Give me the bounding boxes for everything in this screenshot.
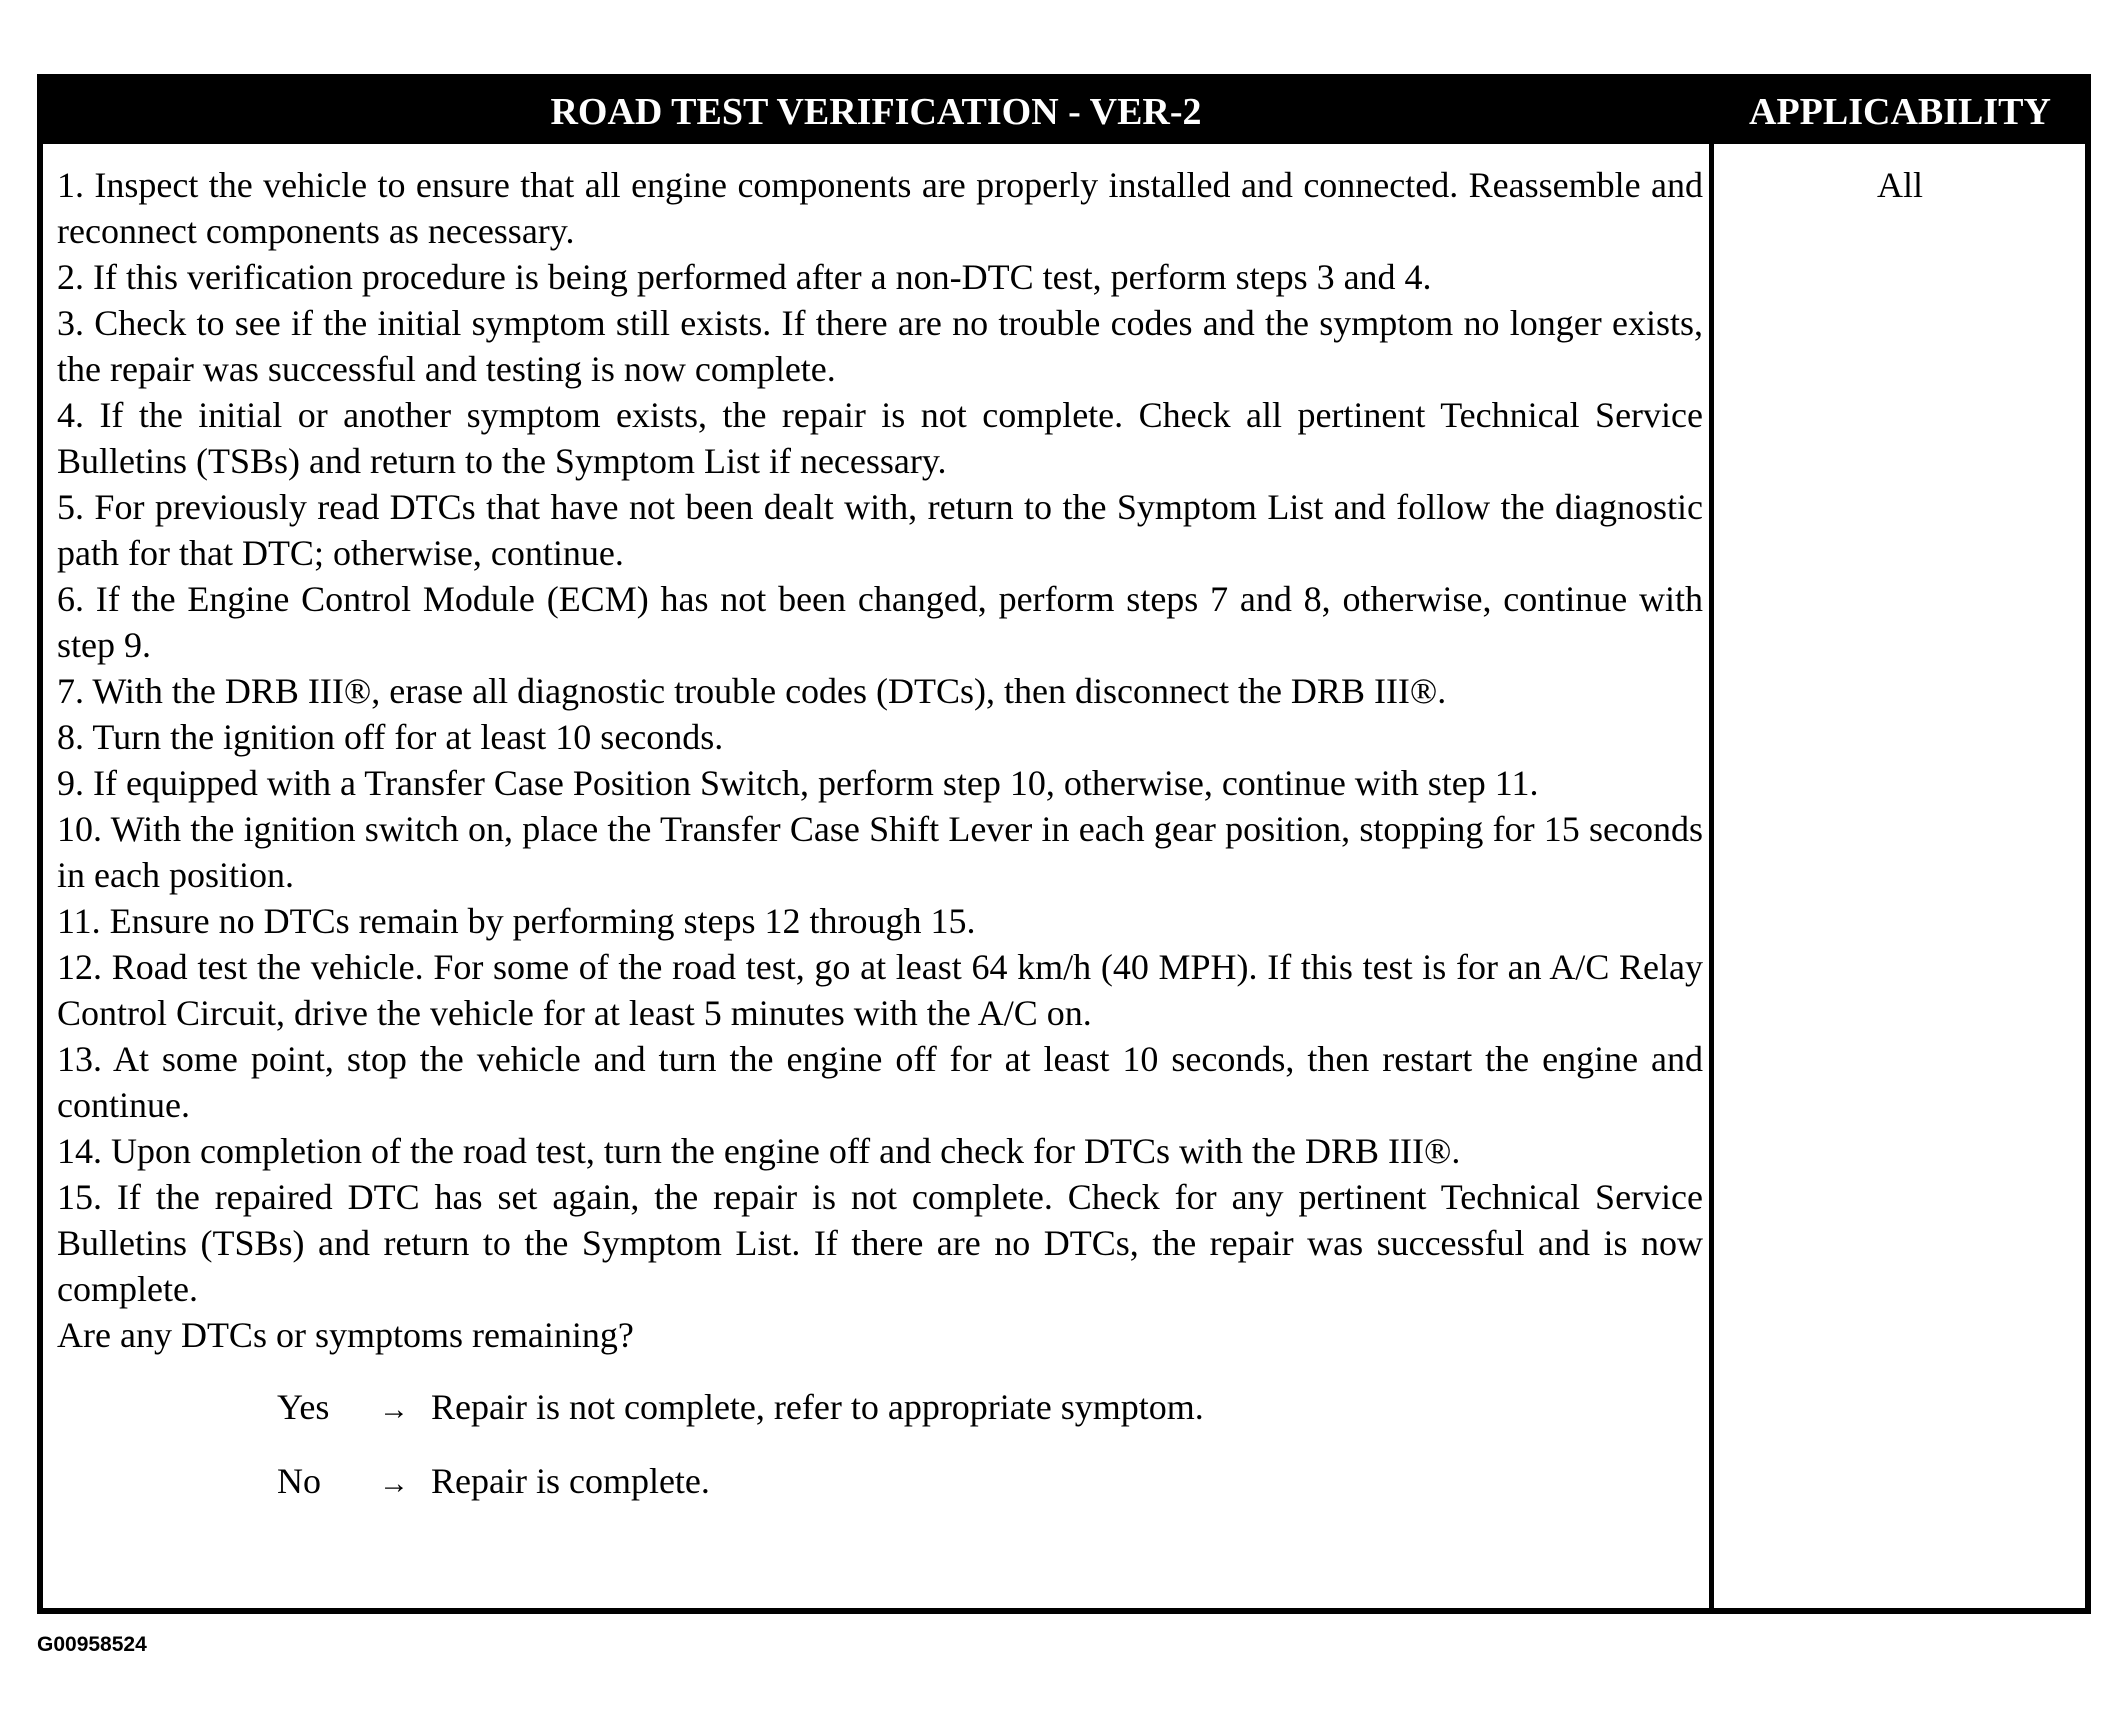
step-6: 6. If the Engine Control Module (ECM) has not been changed, perform steps 7 and 8, otherwise, continue with step 9.	[57, 579, 1703, 665]
step-13: 13. At some point, stop the vehicle and turn the engine off for at least 10 seconds, then restart the engine and continue.	[57, 1039, 1703, 1125]
step-12: 12. Road test the vehicle. For some of the road test, go at least 64 km/h (40 MPH). If this test is for an A/C Relay Control Circuit, drive the vehicle for at least 5 minutes with the A/C on.	[57, 947, 1703, 1033]
answer-no	[57, 1458, 1703, 1504]
step-5: 5. For previously read DTCs that have not been dealt with, return to the Symptom List and follow the diagnostic path for that DTC; otherwise, continue.	[57, 487, 1703, 573]
step-3: 3. Check to see if the initial symptom still exists. If there are no trouble codes and the symptom no longer exists, the repair was successful and testing is now complete.	[57, 303, 1703, 389]
table-title: ROAD TEST VERIFICATION - VER-2	[550, 91, 1202, 133]
applicability-cell: All	[1876, 165, 1923, 205]
column-divider	[1709, 144, 1714, 1608]
step-9: 9. If equipped with a Transfer Case Position Switch, perform step 10, otherwise, continue with step 11.	[57, 763, 1539, 803]
step-4: 4. If the initial or another symptom exists, the repair is not complete. Check all pertinent Technical Service Bulletins (TSBs) and return to the Symptom List if necessary.	[57, 395, 1703, 481]
step-2: 2. If this verification procedure is being performed after a non-DTC test, perform steps 3 and 4.	[57, 257, 1432, 297]
remaining-question: Are any DTCs or symptoms remaining?	[57, 1315, 634, 1355]
right-arrow-icon: →	[379, 1467, 409, 1500]
step-14: 14. Upon completion of the road test, turn the engine off and check for DTCs with the DRB III®.	[57, 1131, 1461, 1171]
step-8: 8. Turn the ignition off for at least 10 seconds.	[57, 717, 724, 757]
step-10: 10. With the ignition switch on, place the Transfer Case Shift Lever in each gear position, stopping for 15 seconds in each position.	[57, 809, 1703, 895]
answer-no-label: No	[277, 1461, 321, 1501]
answer-no-text: Repair is complete.	[431, 1461, 710, 1501]
answer-yes	[57, 1384, 1703, 1430]
procedure-cell	[57, 162, 1703, 1532]
answer-list	[57, 1384, 1703, 1504]
figure-id: G00958524	[37, 1633, 147, 1656]
step-15: 15. If the repaired DTC has set again, the repair is not complete. Check for any pertinent Technical Service Bulletins (TSBs) and return to the Symptom List. If there are no DTCs, the repair was successful and is now complete.	[57, 1177, 1703, 1309]
right-arrow-icon: →	[379, 1393, 409, 1426]
step-7: 7. With the DRB III®, erase all diagnostic trouble codes (DTCs), then disconnect the DRB III®.	[57, 671, 1447, 711]
answer-yes-label: Yes	[277, 1387, 330, 1427]
table-header	[43, 80, 2085, 144]
answer-yes-text: Repair is not complete, refer to appropriate symptom.	[431, 1387, 1204, 1427]
step-11: 11. Ensure no DTCs remain by performing steps 12 through 15.	[57, 901, 976, 941]
applicability-header: APPLICABILITY	[1749, 91, 2051, 133]
road-test-verification-table	[37, 74, 2091, 1614]
step-1: 1. Inspect the vehicle to ensure that all engine components are properly installed and connected. Reassemble and reconnect components as necessary.	[57, 165, 1703, 251]
